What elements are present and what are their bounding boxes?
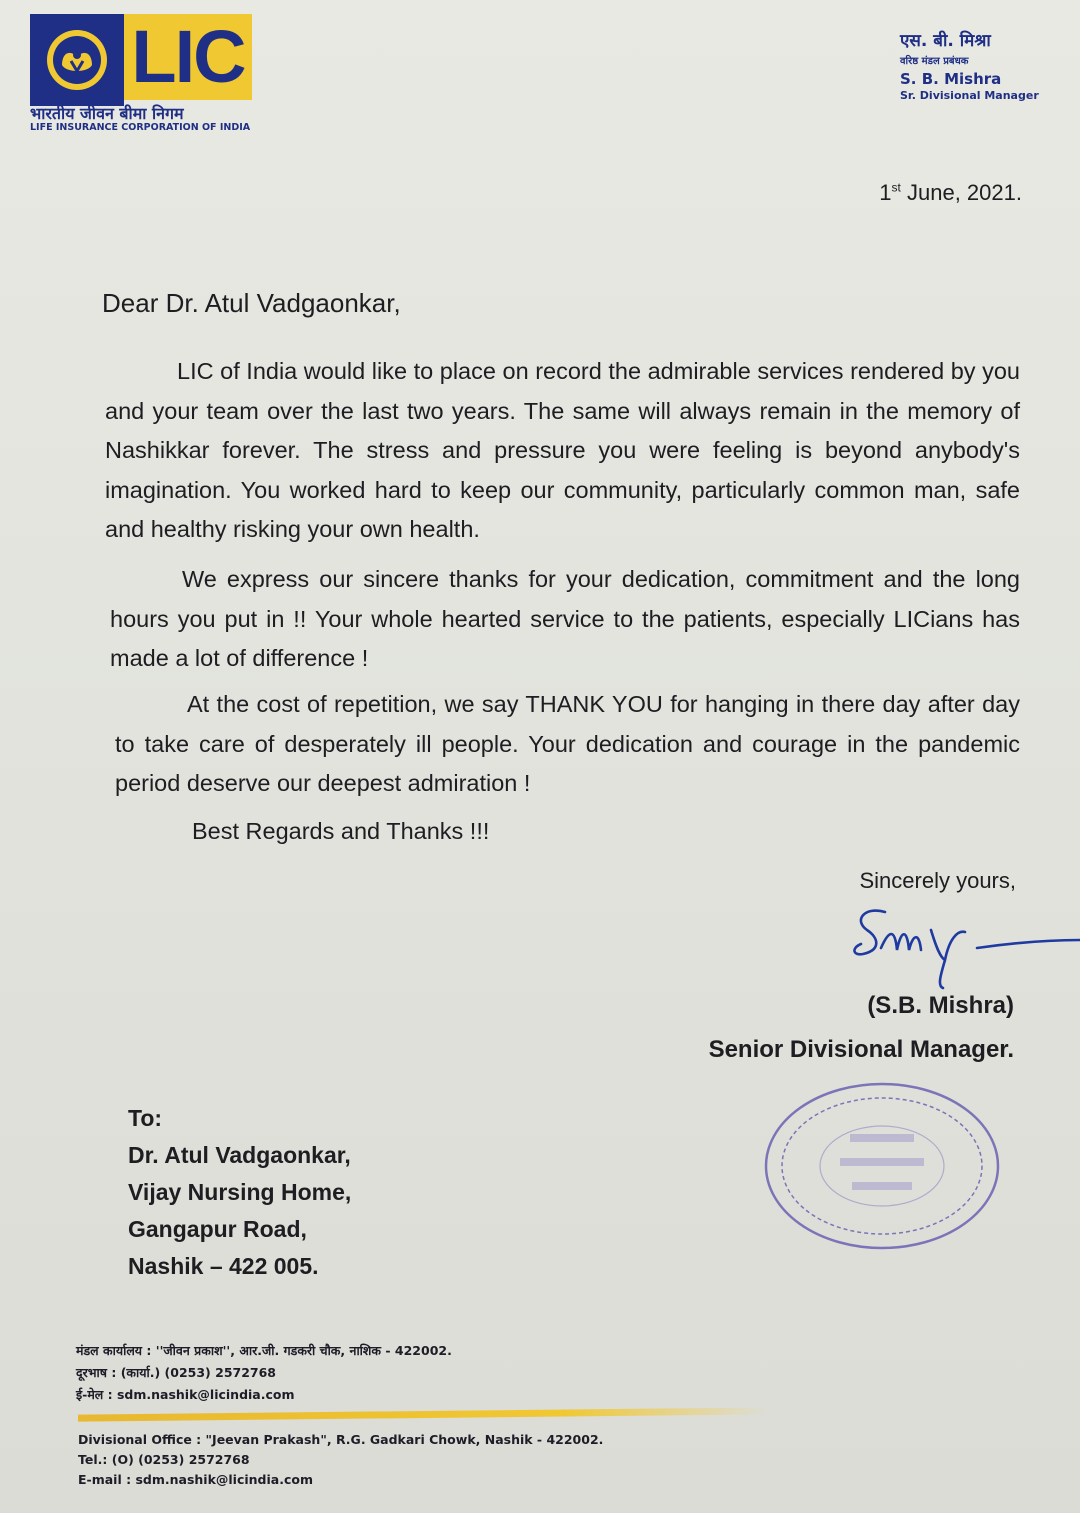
logo-text: LIC (131, 15, 245, 98)
sender-title-hindi: वरिष्ठ मंडल प्रबंधक (900, 56, 969, 67)
footer-english-email: E-mail : sdm.nashik@licindia.com (78, 1472, 313, 1487)
footer-hindi (76, 1340, 452, 1406)
recipient-label: To: (128, 1105, 163, 1131)
date-suffix: st (891, 180, 901, 195)
footer-english (78, 1430, 603, 1490)
office-stamp-icon (760, 1078, 1005, 1253)
recipient-block (128, 1100, 351, 1285)
sender-title: Sr. Divisional Manager (900, 89, 1039, 102)
date-rest: June, 2021. (900, 180, 1022, 205)
recipient-line-1: Dr. Atul Vadgaonkar, (128, 1142, 351, 1168)
signature-icon (845, 900, 1080, 995)
recipient-line-2: Vijay Nursing Home, (128, 1179, 352, 1205)
sender-name: S. B. Mishra (900, 70, 1002, 88)
paragraph-1: LIC of India would like to place on record the admirable services rendered by you and your team over the last two years. The same will always remain in the memory of Nashikkar forever. The stress and pressure you were feeling is beyond anybody's imagination. You worked hard to keep our community, particularly common man, safe and healthy risking your own health. (105, 358, 1020, 542)
recipient-line-4: Nashik – 422 005. (128, 1253, 319, 1279)
footer-hindi-address: मंडल कार्यालय : ''जीवन प्रकाश'', आर.जी. गडकरी चौक, नाशिक - 422002. (76, 1343, 452, 1358)
closing-line: Sincerely yours, (859, 868, 1016, 893)
org-name-hindi: भारतीय जीवन बीमा निगम (30, 104, 184, 123)
salutation: Dear Dr. Atul Vadgaonkar, (102, 288, 401, 318)
org-name-english: LIFE INSURANCE CORPORATION OF INDIA (30, 122, 251, 133)
signatory-title: Senior Divisional Manager. (708, 1036, 1014, 1063)
paragraph-2: We express our sincere thanks for your dedication, commitment and the long hours you put in !! Your whole hearted service to the patients, especially LICians has made a lot of difference ! (110, 566, 1020, 671)
recipient-line-3: Gangapur Road, (128, 1216, 307, 1242)
sender-header (900, 28, 1070, 102)
paragraph-3: At the cost of repetition, we say THANK YOU for hanging in there day after day to take care of desperately ill people. Your dedication and courage in the pandemic period deserve our deepest admiration ! (115, 691, 1020, 796)
lic-logo (124, 14, 252, 100)
lic-emblem-icon (30, 14, 124, 106)
footer-divider (78, 1407, 768, 1421)
footer-english-phone: Tel.: (O) (0253) 2572768 (78, 1452, 250, 1467)
footer-hindi-phone: दूरभाष : (कार्या.) (0253) 2572768 (76, 1365, 277, 1380)
footer-hindi-email: ई-मेल : sdm.nashik@licindia.com (76, 1387, 295, 1402)
date-day: 1 (879, 180, 892, 205)
sender-name-hindi: एस. बी. मिश्रा (900, 31, 991, 51)
footer-english-address: Divisional Office : "Jeevan Prakash", R.G. Gadkari Chowk, Nashik - 422002. (78, 1432, 604, 1447)
signatory-name: (S.B. Mishra) (867, 992, 1014, 1019)
letter-date (879, 180, 1022, 206)
regards-line: Best Regards and Thanks !!! (192, 818, 490, 844)
